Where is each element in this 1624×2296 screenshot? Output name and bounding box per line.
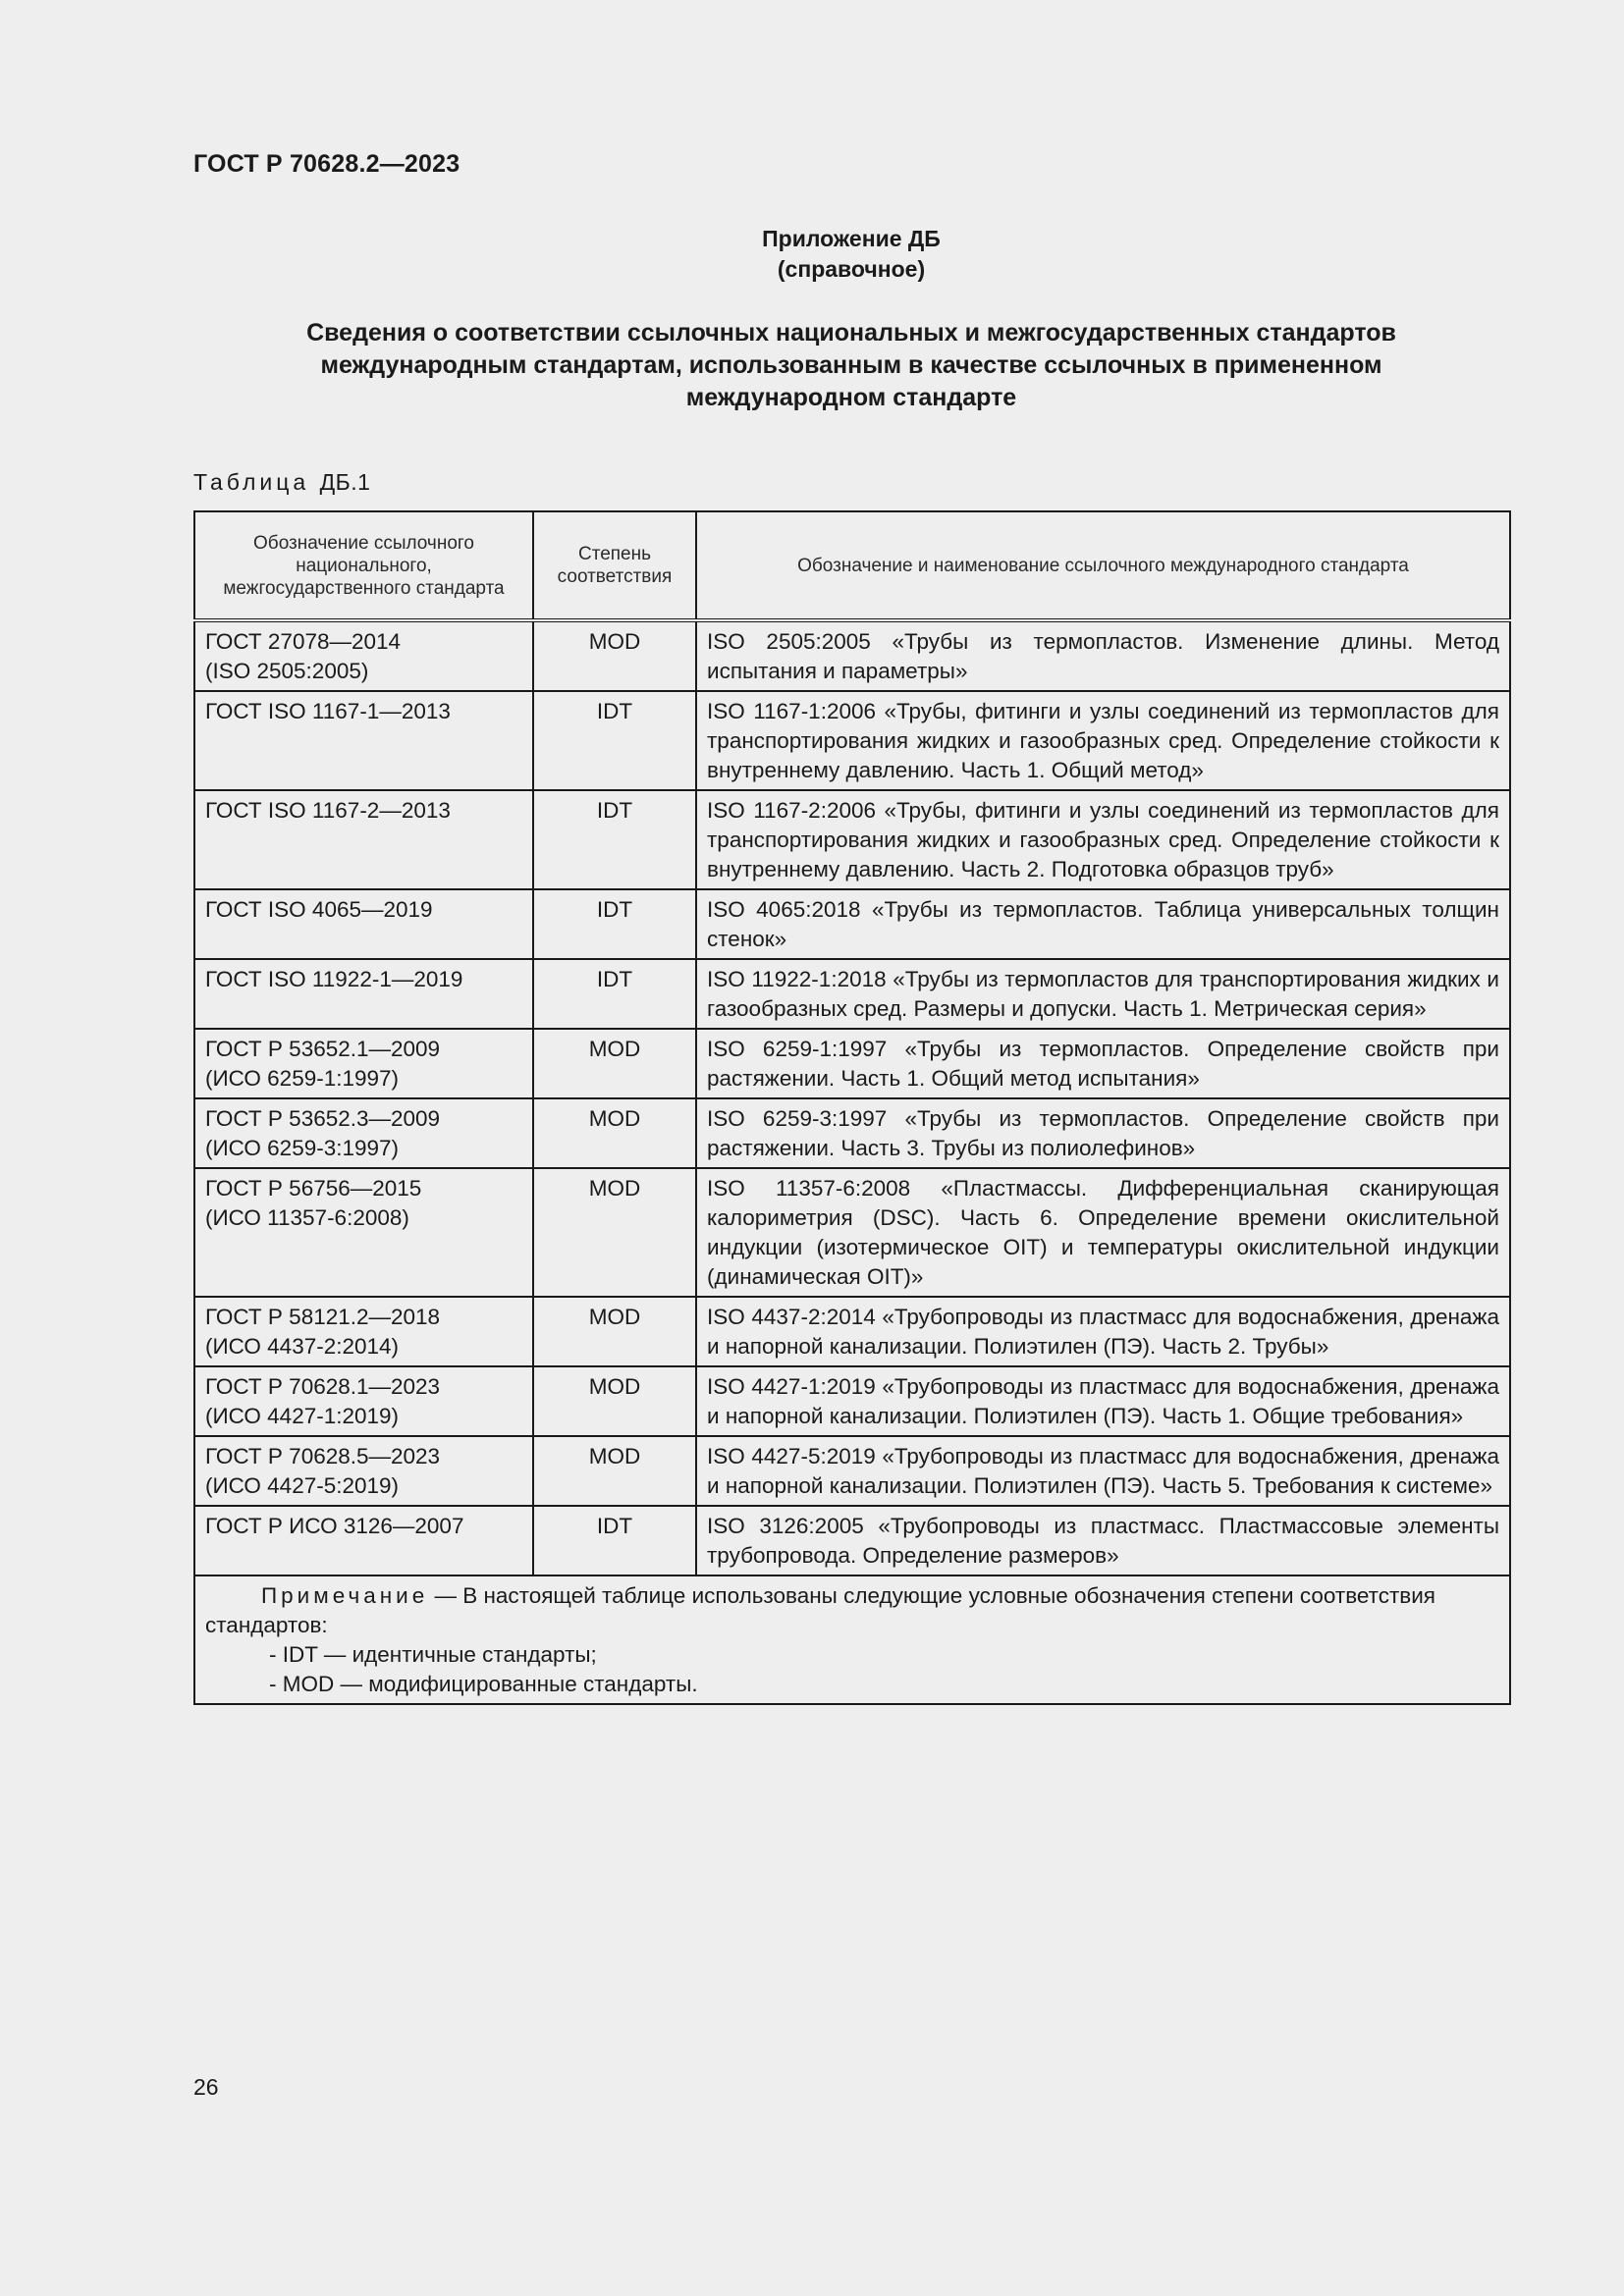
national-standard-cell (194, 1297, 533, 1366)
international-standard-cell: ISO 1167-1:2006 «Трубы, фитинги и узлы соединений из термопластов для транспортирования жидких и газообразных сред. Определение стойкости к внутреннему давлению. Часть 1. Общий метод» (696, 691, 1510, 790)
table-caption (193, 469, 370, 496)
national-standard-cell (194, 1366, 533, 1436)
national-standard-equivalent: (ИСО 6259-1:1997) (205, 1066, 400, 1091)
note-item-mod: - MOD — модифицированные стандарты. (269, 1672, 698, 1696)
degree-cell: IDT (533, 691, 696, 790)
degree-cell: IDT (533, 959, 696, 1029)
page-number: 26 (193, 2074, 219, 2100)
heading-line: международном стандарте (685, 384, 1017, 411)
international-standard-cell: ISO 1167-2:2006 «Трубы, фитинги и узлы соединений из термопластов для транспортирования жидких и газообразных сред. Определение стойкости к внутреннему давлению. Часть 2. Подготовка образцов труб» (696, 790, 1510, 889)
national-standard-equivalent: (ИСО 6259-3:1997) (205, 1136, 400, 1160)
national-standard-code: ГОСТ Р 58121.2—2018 (205, 1305, 441, 1329)
table-row (194, 620, 1510, 691)
international-standard-cell: ISO 2505:2005 «Трубы из термопластов. Изменение длины. Метод испытания и параметры» (696, 620, 1510, 691)
heading-line: международным стандартам, использованным в качестве ссылочных в примененном (320, 351, 1382, 379)
national-standard-cell (194, 620, 533, 691)
degree-cell: IDT (533, 1506, 696, 1575)
appendix-subtitle: (справочное) (777, 256, 926, 282)
international-standard-cell: ISO 4427-1:2019 «Трубопроводы из пластмасс для водоснабжения, дренажа и напорной канализации. Полиэтилен (ПЭ). Часть 1. Общие требования» (696, 1366, 1510, 1436)
header-international-standard: Обозначение и наименование ссылочного международного стандарта (696, 511, 1510, 620)
header-degree: Степень соответствия (533, 511, 696, 620)
heading-line: Сведения о соответствии ссылочных национальных и межгосударственных стандартов (306, 319, 1396, 347)
national-standard-code: ГОСТ Р ИСО 3126—2007 (205, 1514, 464, 1538)
table-header-row (194, 511, 1510, 620)
table-row (194, 1168, 1510, 1297)
national-standard-code: ГОСТ Р 70628.5—2023 (205, 1444, 441, 1468)
national-standard-equivalent: (ISO 2505:2005) (205, 659, 369, 683)
national-standard-cell (194, 1436, 533, 1506)
degree-cell: IDT (533, 889, 696, 959)
note-item-idt: - IDT — идентичные стандарты; (269, 1642, 597, 1667)
national-standard-code: ГОСТ Р 53652.1—2009 (205, 1037, 441, 1061)
national-standard-equivalent: (ИСО 11357-6:2008) (205, 1205, 409, 1230)
table-caption-word: Таблица (193, 469, 310, 495)
national-standard-cell (194, 1098, 533, 1168)
appendix-title: Приложение ДБ (762, 226, 941, 251)
degree-cell: IDT (533, 790, 696, 889)
table-row (194, 1098, 1510, 1168)
degree-cell: MOD (533, 620, 696, 691)
national-standard-code: ГОСТ Р 56756—2015 (205, 1176, 422, 1201)
national-standard-equivalent: (ИСО 4427-1:2019) (205, 1404, 400, 1428)
table-row (194, 1436, 1510, 1506)
international-standard-cell: ISO 4427-5:2019 «Трубопроводы из пластмасс для водоснабжения, дренажа и напорной канализации. Полиэтилен (ПЭ). Часть 5. Требования к системе» (696, 1436, 1510, 1506)
degree-cell: MOD (533, 1436, 696, 1506)
national-standard-cell (194, 1029, 533, 1098)
international-standard-cell: ISO 3126:2005 «Трубопроводы из пластмасс. Пластмассовые элементы трубопровода. Определение размеров» (696, 1506, 1510, 1575)
table-row (194, 790, 1510, 889)
header-national-standard: Обозначение ссылочного национального, межгосударственного стандарта (194, 511, 533, 620)
table-body (194, 620, 1510, 1575)
national-standard-code: ГОСТ Р 70628.1—2023 (205, 1374, 441, 1399)
national-standard-code: ГОСТ ISO 1167-2—2013 (205, 798, 451, 823)
table-row (194, 1297, 1510, 1366)
national-standard-cell (194, 790, 533, 889)
table-row (194, 1029, 1510, 1098)
table-note (194, 1575, 1510, 1704)
table-row (194, 959, 1510, 1029)
appendix-heading (193, 224, 1509, 285)
national-standard-cell (194, 1168, 533, 1297)
national-standard-code: ГОСТ Р 53652.3—2009 (205, 1106, 441, 1131)
national-standard-cell (194, 889, 533, 959)
document-code: ГОСТ Р 70628.2—2023 (193, 150, 460, 178)
table-row (194, 691, 1510, 790)
reference-standards-table (193, 510, 1511, 1705)
international-standard-cell: ISO 6259-1:1997 «Трубы из термопластов. Определение свойств при растяжении. Часть 1. Общий метод испытания» (696, 1029, 1510, 1098)
international-standard-cell: ISO 4065:2018 «Трубы из термопластов. Таблица универсальных толщин стенок» (696, 889, 1510, 959)
table-row (194, 1366, 1510, 1436)
table-row (194, 889, 1510, 959)
national-standard-cell (194, 959, 533, 1029)
national-standard-code: ГОСТ ISO 11922-1—2019 (205, 967, 463, 991)
national-standard-equivalent: (ИСО 4427-5:2019) (205, 1473, 400, 1498)
degree-cell: MOD (533, 1098, 696, 1168)
international-standard-cell: ISO 4437-2:2014 «Трубопроводы из пластмасс для водоснабжения, дренажа и напорной канализации. Полиэтилен (ПЭ). Часть 2. Трубы» (696, 1297, 1510, 1366)
degree-cell: MOD (533, 1168, 696, 1297)
degree-cell: MOD (533, 1297, 696, 1366)
international-standard-cell: ISO 11357-6:2008 «Пластмассы. Дифференциальная сканирующая калориметрия (DSC). Часть 6. Определение времени окислительной индукции (изотермическое OIT) и температуры окислительной индукции (динамическая OIT)» (696, 1168, 1510, 1297)
international-standard-cell: ISO 11922-1:2018 «Трубы из термопластов для транспортирования жидких и газообразных сред. Размеры и допуски. Часть 1. Метрическая серия» (696, 959, 1510, 1029)
national-standard-cell (194, 691, 533, 790)
table-note-row (194, 1575, 1510, 1704)
section-heading (193, 317, 1509, 414)
international-standard-cell: ISO 6259-3:1997 «Трубы из термопластов. Определение свойств при растяжении. Часть 3. Трубы из полиолефинов» (696, 1098, 1510, 1168)
national-standard-code: ГОСТ ISO 4065—2019 (205, 897, 433, 922)
degree-cell: MOD (533, 1366, 696, 1436)
table-caption-number: ДБ.1 (319, 469, 371, 495)
national-standard-code: ГОСТ 27078—2014 (205, 629, 402, 654)
note-label: Примечание (261, 1583, 429, 1608)
degree-cell: MOD (533, 1029, 696, 1098)
national-standard-cell (194, 1506, 533, 1575)
national-standard-code: ГОСТ ISO 1167-1—2013 (205, 699, 451, 723)
note-text: — В настоящей таблице использованы следующие условные обозначения степени соответствия стандартов: (205, 1583, 1435, 1637)
table-row (194, 1506, 1510, 1575)
national-standard-equivalent: (ИСО 4437-2:2014) (205, 1334, 400, 1359)
